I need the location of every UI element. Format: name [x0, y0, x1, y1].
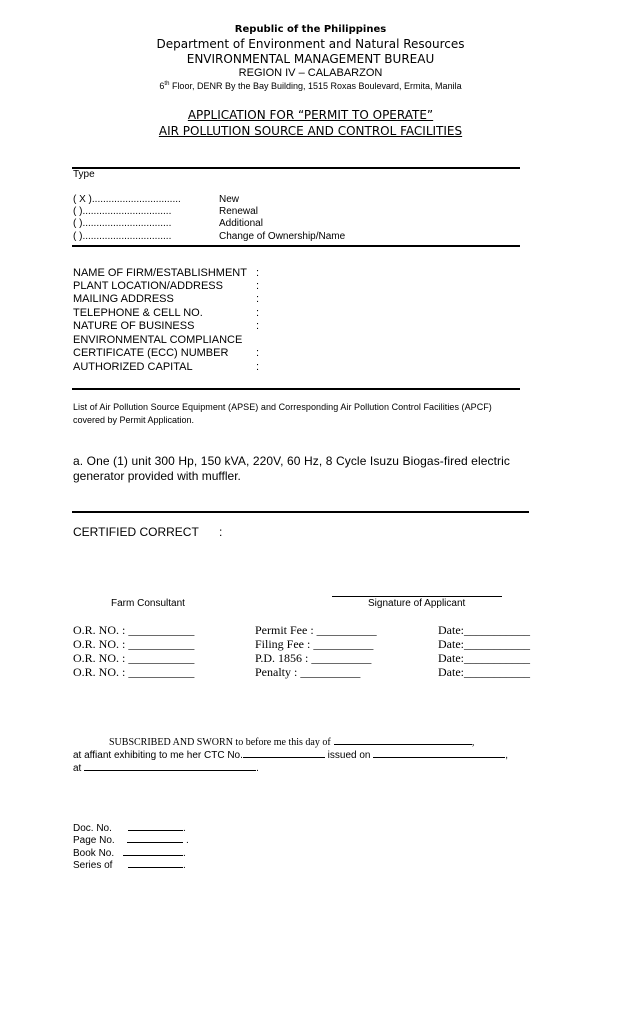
apse-item-line-2: generator provided with muffler. [73, 469, 241, 483]
region-line: REGION IV – CALABARZON [238, 67, 383, 79]
notary-page [73, 832, 189, 846]
field-ecc-label-1: ENVIRONMENTAL COMPLIANCE [73, 334, 243, 346]
oath-line-1-end: , [471, 737, 475, 748]
notary-series-label: Series of [73, 860, 113, 871]
or-row-2: O.R. NO. : ___________ [73, 637, 195, 651]
type-option-change-mark: ( )................................ [73, 231, 172, 242]
notary-doc-blank [128, 820, 183, 831]
address-rest: Floor, DENR By the Bay Building, 1515 Roxas Boulevard, Ermita, Manila [169, 81, 462, 91]
type-label: Type [73, 169, 95, 180]
oath-line-3-text: at [73, 763, 82, 774]
department-line: Department of Environment and Natural Resources [156, 37, 465, 51]
oath-line-3 [73, 760, 259, 774]
oath-at-blank [84, 760, 256, 771]
field-firm-colon: : [256, 267, 260, 279]
address-floor-sup: th [164, 81, 170, 87]
oath-issued-blank [373, 747, 505, 758]
field-mailing-colon: : [256, 293, 260, 305]
oath-line-3-end: . [256, 763, 259, 774]
notary-page-end: . [186, 835, 189, 846]
oath-line-2-text-a: at affiant exhibiting to me her CTC No. [73, 750, 243, 761]
notary-series [73, 857, 186, 871]
field-telephone-colon: : [256, 307, 260, 319]
oath-line-2-end: , [505, 750, 509, 761]
fee-row-filing: Filing Fee : __________ [255, 637, 374, 651]
signature-line [332, 596, 502, 597]
bureau-line: ENVIRONMENTAL MANAGEMENT BUREAU [186, 52, 435, 66]
or-row-1: O.R. NO. : ___________ [73, 623, 195, 637]
signature-label: Signature of Applicant [368, 598, 466, 609]
type-option-renewal-label: Renewal [219, 206, 258, 217]
notary-series-end: . [183, 860, 186, 871]
field-mailing-label: MAILING ADDRESS [73, 293, 174, 305]
apse-intro-line-2: covered by Permit Application. [73, 415, 195, 425]
apse-item-line-1: a. One (1) unit 300 Hp, 150 kVA, 220V, 60 Hz, 8 Cycle Isuzu Biogas-fired electric [73, 454, 510, 468]
divider-3 [72, 388, 520, 390]
divider-4 [72, 511, 529, 513]
oath-date-blank [334, 734, 472, 745]
or-row-4: O.R. NO. : ___________ [73, 665, 195, 679]
divider-2 [72, 245, 520, 247]
field-telephone-label: TELEPHONE & CELL NO. [73, 307, 203, 319]
type-option-new-label: New [219, 194, 240, 205]
field-plant-label: PLANT LOCATION/ADDRESS [73, 280, 223, 292]
field-nature-colon: : [256, 320, 260, 332]
address-line [0, 81, 621, 91]
oath-line-2-text-b: issued on [324, 750, 371, 761]
notary-doc-label: Doc. No. [73, 823, 112, 834]
notary-doc-end: . [183, 823, 186, 834]
title-line-2: AIR POLLUTION SOURCE AND CONTROL FACILITIES [158, 124, 463, 138]
address-floor-num: 6 [159, 81, 165, 91]
type-option-change-label: Change of Ownership/Name [219, 231, 346, 242]
apse-intro-line-1: List of Air Pollution Source Equipment (APSE) and Corresponding Air Pollution Control Facilities (APCF) [73, 402, 492, 412]
field-ecc-colon: : [256, 347, 260, 359]
field-ecc-label-2: CERTIFICATE (ECC) NUMBER [73, 347, 229, 359]
notary-book-label: Book No. [73, 848, 115, 859]
type-option-new-mark: ( X )................................ [73, 194, 181, 205]
field-plant-colon: : [256, 280, 260, 292]
field-firm-label: NAME OF FIRM/ESTABLISHMENT [73, 267, 247, 279]
field-capital-colon: : [256, 361, 260, 373]
notary-book-end: . [183, 848, 186, 859]
field-nature-label: NATURE OF BUSINESS [73, 320, 195, 332]
title-line-1: APPLICATION FOR “PERMIT TO OPERATE” [187, 108, 434, 122]
divider-1 [72, 167, 520, 169]
notary-book-blank [123, 845, 183, 856]
certified-colon: : [219, 525, 223, 539]
fee-row-pd1856: P.D. 1856 : __________ [255, 651, 372, 665]
or-row-3: O.R. NO. : ___________ [73, 651, 195, 665]
type-option-additional-mark: ( )................................ [73, 218, 172, 229]
notary-page-blank [127, 832, 183, 843]
republic-line: Republic of the Philippines [234, 24, 387, 35]
date-row-1: Date:___________ [438, 623, 530, 637]
fee-row-penalty: Penalty : __________ [255, 665, 361, 679]
oath-line-2 [73, 747, 508, 761]
oath-line-1-text: SUBSCRIBED AND SWORN to before me this day of [109, 737, 331, 748]
date-row-3: Date:___________ [438, 651, 530, 665]
notary-page-label: Page No. [73, 835, 115, 846]
date-row-4: Date:___________ [438, 665, 530, 679]
consultant-label: Farm Consultant [111, 598, 185, 609]
type-option-additional-label: Additional [219, 218, 263, 229]
notary-series-blank [128, 857, 183, 868]
oath-line-1 [109, 734, 474, 748]
date-row-2: Date:___________ [438, 637, 530, 651]
fee-row-permit: Permit Fee : __________ [255, 623, 377, 637]
oath-ctc-blank [243, 747, 325, 758]
type-option-renewal-mark: ( )................................ [73, 206, 172, 217]
certified-label: CERTIFIED CORRECT [73, 525, 199, 539]
field-capital-label: AUTHORIZED CAPITAL [73, 361, 193, 373]
